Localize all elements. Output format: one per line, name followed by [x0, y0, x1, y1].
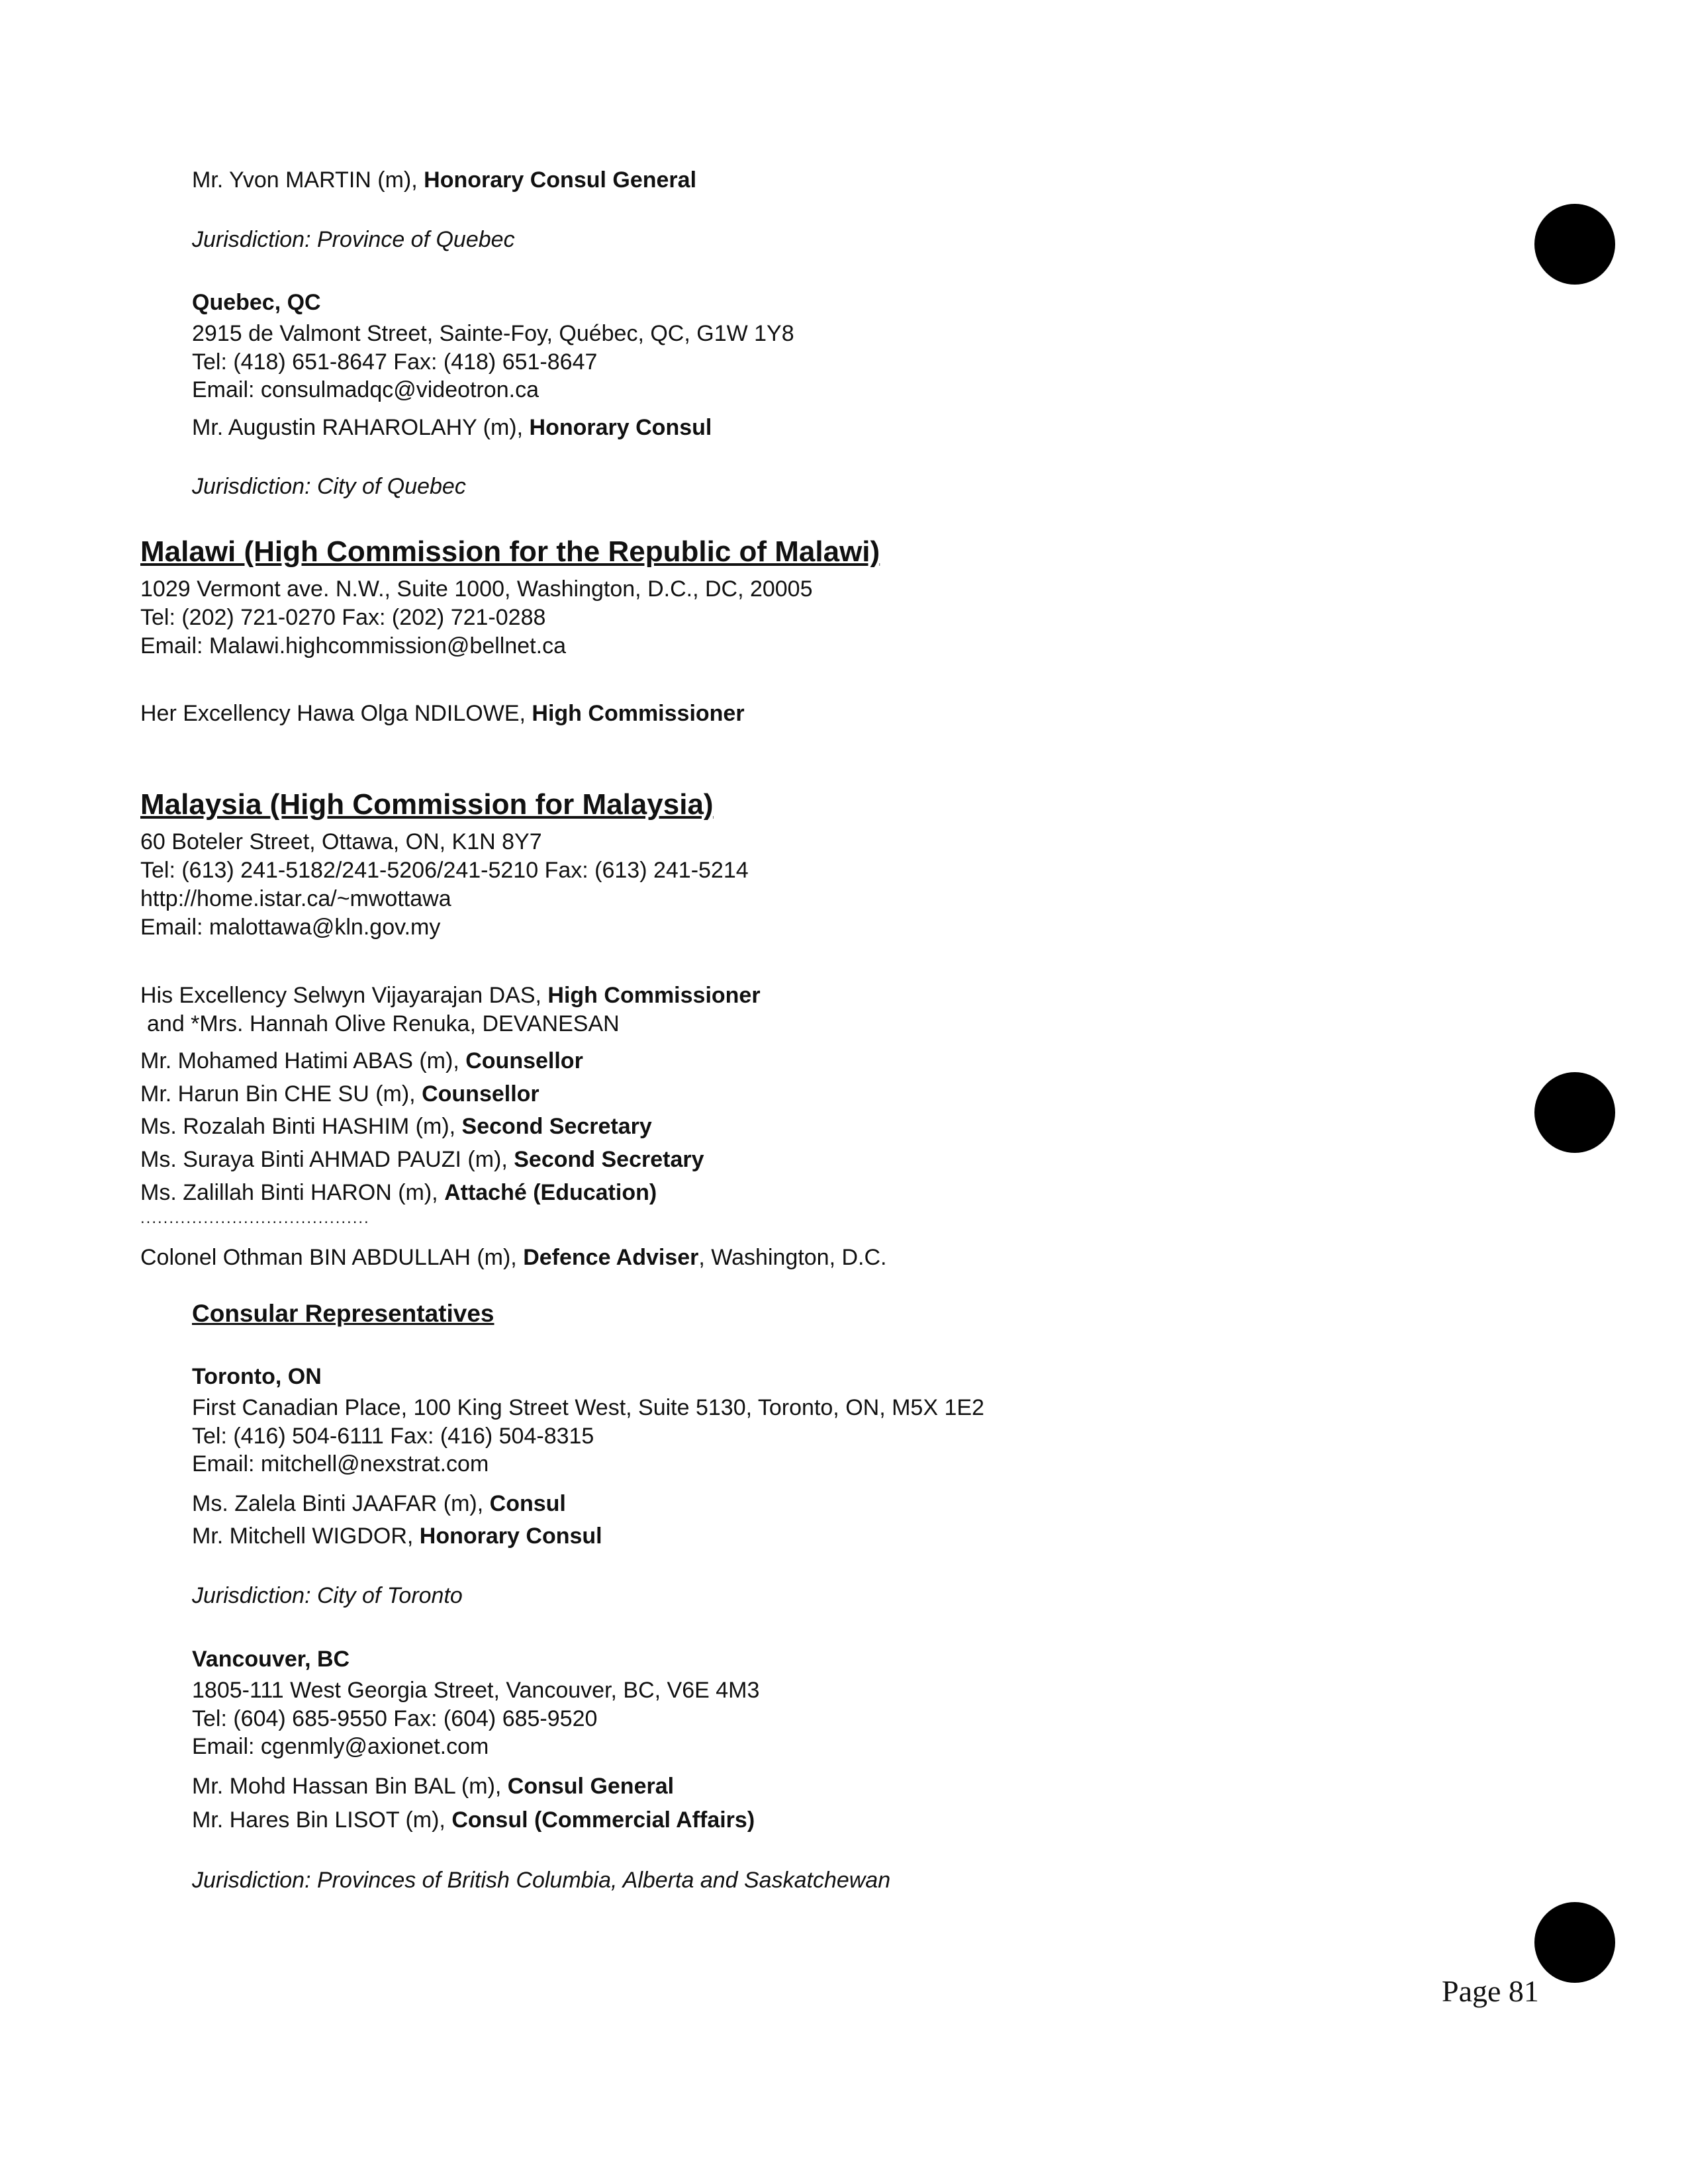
city-heading: Vancouver, BC — [192, 1647, 350, 1672]
person-title: High Commissioner — [532, 701, 745, 726]
defence-adviser — [140, 1243, 886, 1272]
person-name: Mr. Hares Bin LISOT (m), — [192, 1807, 452, 1833]
person-title: Consul General — [507, 1774, 675, 1799]
consul-entry — [192, 413, 712, 442]
address: 1029 Vermont ave. N.W., Suite 1000, Washington, D.C., DC, 20005 — [140, 576, 813, 602]
person-name: Ms. Rozalah Binti HASHIM (m), — [140, 1114, 462, 1139]
address: 60 Boteler Street, Ottawa, ON, K1N 8Y7 — [140, 829, 542, 854]
staff-entry — [140, 1112, 652, 1141]
website: http://home.istar.ca/~mwottawa — [140, 886, 451, 911]
consul-entry — [192, 1805, 755, 1835]
phone-fax: Tel: (613) 241-5182/241-5206/241-5210 Fax: (613) 241-5214 — [140, 858, 749, 883]
staff-entry — [140, 1178, 657, 1207]
head-of-mission — [140, 981, 761, 1010]
separator: ........................................ — [140, 1209, 370, 1227]
consul-entry — [192, 1522, 602, 1551]
person-name: Ms. Zalillah Binti HARON (m), — [140, 1180, 445, 1205]
person-title: Counsellor — [465, 1048, 583, 1073]
page-number: Page 81 — [1442, 1974, 1539, 2008]
head-of-mission — [140, 699, 745, 728]
punch-hole-top — [1534, 204, 1615, 285]
person-name: Her Excellency Hawa Olga NDILOWE, — [140, 701, 532, 726]
punch-hole-bottom — [1534, 1902, 1615, 1983]
email: Email: consulmadqc@videotron.ca — [192, 377, 539, 402]
address: 2915 de Valmont Street, Sainte-Foy, Québec, QC, G1W 1Y8 — [192, 321, 794, 346]
phone-fax: Tel: (604) 685-9550 Fax: (604) 685-9520 — [192, 1706, 598, 1731]
email: Email: mitchell@nexstrat.com — [192, 1451, 489, 1477]
person-title: Honorary Consul — [529, 415, 712, 440]
jurisdiction: Jurisdiction: Provinces of British Columbia, Alberta and Saskatchewan — [192, 1868, 891, 1893]
person-title: Counsellor — [422, 1081, 539, 1107]
country-heading-malaysia: Malaysia (High Commission for Malaysia) — [140, 788, 714, 821]
staff-entry — [140, 1046, 583, 1075]
consul-entry — [192, 1489, 566, 1518]
person-title: Attaché (Education) — [444, 1180, 657, 1205]
person-title: Defence Adviser — [523, 1245, 699, 1270]
phone-fax: Tel: (418) 651-8647 Fax: (418) 651-8647 — [192, 349, 598, 375]
person-name: Colonel Othman BIN ABDULLAH (m), — [140, 1245, 524, 1270]
email: Email: malottawa@kln.gov.my — [140, 915, 441, 940]
person-name: Mr. Mohamed Hatimi ABAS (m), — [140, 1048, 466, 1073]
jurisdiction: Jurisdiction: City of Quebec — [192, 474, 466, 499]
person-title: Consul (Commercial Affairs) — [451, 1807, 755, 1833]
address: 1805-111 West Georgia Street, Vancouver, BC, V6E 4M3 — [192, 1678, 760, 1703]
staff-entry — [140, 1079, 539, 1109]
person-name: His Excellency Selwyn Vijayarajan DAS, — [140, 983, 548, 1008]
email: Email: cgenmly@axionet.com — [192, 1734, 489, 1759]
staff-entry — [140, 1145, 704, 1174]
phone-fax: Tel: (416) 504-6111 Fax: (416) 504-8315 — [192, 1424, 594, 1449]
person-title: Honorary Consul — [419, 1524, 602, 1549]
jurisdiction: Jurisdiction: Province of Quebec — [192, 227, 515, 252]
person-name: Mr. Mitchell WIGDOR, — [192, 1524, 420, 1549]
location-suffix: , Washington, D.C. — [698, 1245, 887, 1270]
person-title: Second Secretary — [514, 1147, 704, 1172]
country-heading-malawi: Malawi (High Commission for the Republic of Malawi) — [140, 535, 880, 568]
jurisdiction: Jurisdiction: City of Toronto — [192, 1583, 463, 1608]
person-name: Mr. Yvon MARTIN (m), — [192, 167, 424, 193]
city-heading: Toronto, ON — [192, 1364, 322, 1389]
consul-entry — [192, 165, 696, 195]
person-name: Ms. Suraya Binti AHMAD PAUZI (m), — [140, 1147, 514, 1172]
person-name: Ms. Zalela Binti JAAFAR (m), — [192, 1491, 490, 1516]
person-name: Mr. Mohd Hassan Bin BAL (m), — [192, 1774, 508, 1799]
consul-entry — [192, 1772, 674, 1801]
spouse: and *Mrs. Hannah Olive Renuka, DEVANESAN — [147, 1011, 620, 1036]
consular-heading: Consular Representatives — [192, 1300, 494, 1327]
person-title: Consul — [489, 1491, 566, 1516]
person-title: High Commissioner — [547, 983, 761, 1008]
phone-fax: Tel: (202) 721-0270 Fax: (202) 721-0288 — [140, 605, 546, 630]
city-heading: Quebec, QC — [192, 290, 321, 315]
person-title: Honorary Consul General — [424, 167, 697, 193]
person-name: Mr. Harun Bin CHE SU (m), — [140, 1081, 422, 1107]
address: First Canadian Place, 100 King Street West, Suite 5130, Toronto, ON, M5X 1E2 — [192, 1395, 984, 1420]
email: Email: Malawi.highcommission@bellnet.ca — [140, 633, 566, 659]
person-title: Second Secretary — [461, 1114, 652, 1139]
person-name: Mr. Augustin RAHAROLAHY (m), — [192, 415, 530, 440]
punch-hole-middle — [1534, 1072, 1615, 1153]
